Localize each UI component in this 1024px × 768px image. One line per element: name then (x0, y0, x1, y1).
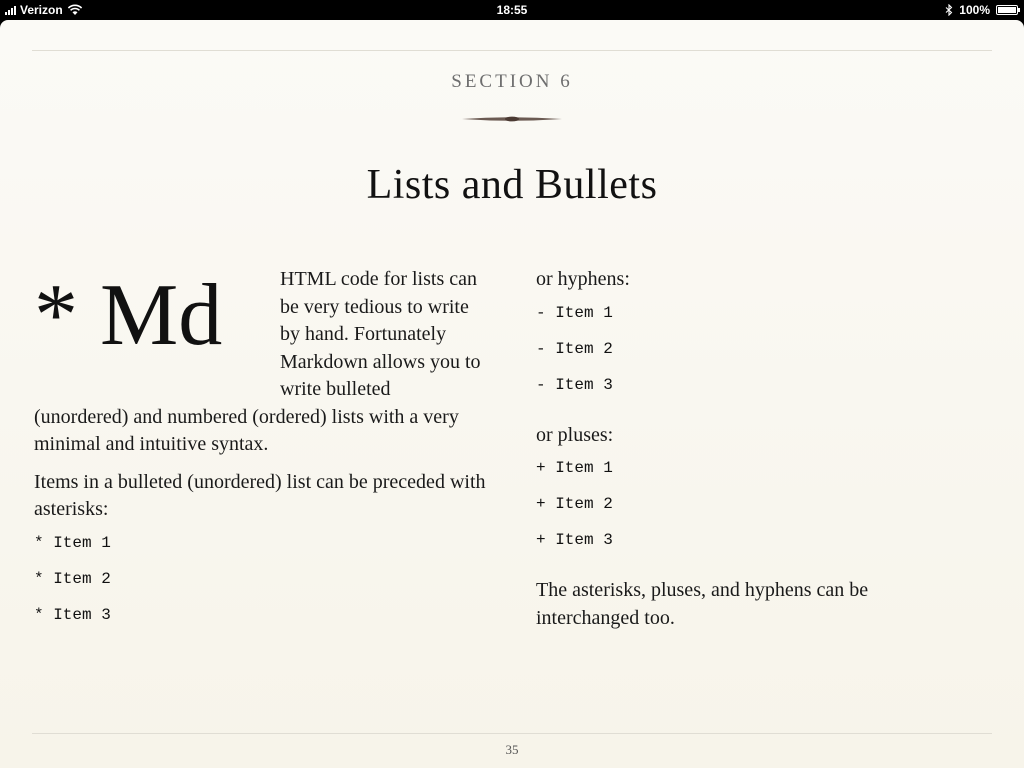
footer-rule (32, 733, 992, 734)
carrier-name: Verizon (20, 3, 63, 17)
bluetooth-icon (945, 4, 953, 16)
status-bar (0, 0, 1024, 20)
list-item: - Item 3 (536, 375, 613, 394)
intro-text: HTML code for lists can be very tedious to write by hand. Fortunately Markdown allows you to write bulleted (unordered) and numbered (ordered) lists with a very minimal and intuitive syntax. (34, 268, 481, 455)
asterisk-intro: Items in a bulleted (unordered) list can be preceded with asterisks: (34, 470, 486, 520)
status-time: 18:55 (496, 3, 528, 17)
hyphen-list (536, 304, 976, 412)
right-column (536, 266, 976, 642)
ornament-divider-icon (462, 115, 562, 123)
list-item: * Item 3 (34, 605, 111, 624)
page-number: 35 (505, 742, 519, 757)
battery-icon (996, 5, 1018, 15)
list-item: - Item 2 (536, 339, 613, 358)
drop-cap: * Md (34, 267, 223, 364)
list-item: * Item 1 (34, 533, 111, 552)
section-label: SECTION 6 (451, 71, 573, 92)
list-item: + Item 1 (536, 459, 613, 477)
intro-paragraph (34, 266, 488, 459)
list-item: - Item 1 (536, 303, 613, 322)
plus-list (536, 459, 976, 567)
plus-intro: or pluses: (536, 423, 614, 446)
chapter-title: Lists and Bullets (366, 162, 658, 208)
list-item: + Item 2 (536, 495, 613, 513)
header-rule (32, 50, 992, 51)
closing-paragraph: The asterisks, pluses, and hyphens can be interchanged too. (536, 579, 869, 629)
asterisk-list (34, 534, 488, 642)
battery-percent: 100% (959, 3, 990, 17)
battery-level-fill (998, 7, 1016, 13)
left-column (34, 266, 488, 652)
list-item: * Item 2 (34, 569, 111, 588)
hyphen-intro: or hyphens: (536, 268, 630, 290)
status-bar-right (945, 3, 1018, 17)
book-page[interactable] (0, 20, 1024, 768)
list-item: + Item 3 (536, 531, 613, 549)
